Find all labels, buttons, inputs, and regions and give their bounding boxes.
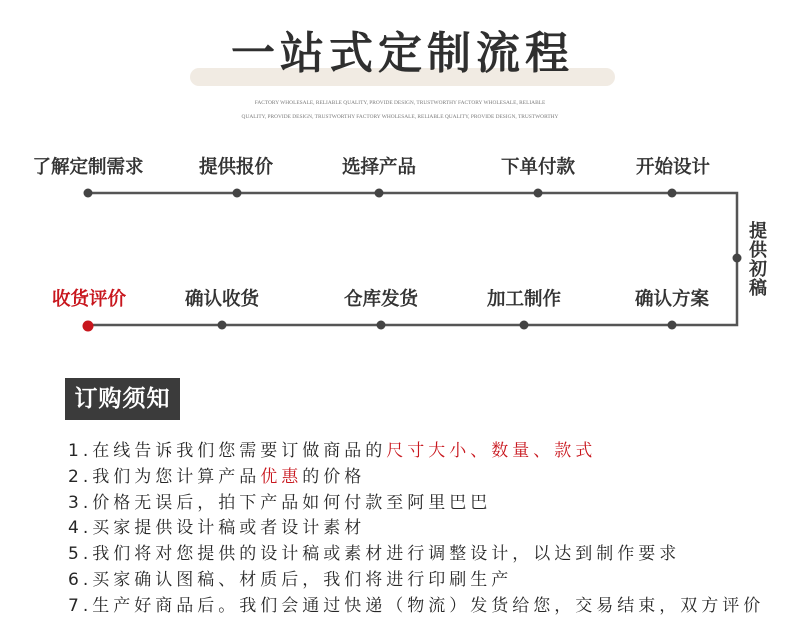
step-dot-3 [375,189,384,198]
process-step-label: 了解定制需求 [32,157,144,178]
notice-item [68,594,764,620]
notice-list [68,439,764,620]
step-dot-11-active [83,321,94,332]
process-step-label: 加工制作 [486,289,562,310]
notice-item [68,542,764,568]
notice-item-text-tail: 的价格 [302,466,366,487]
step-dot-1 [84,189,93,198]
notice-item-text: 5.我们将对您提供的设计稿或素材进行调整设计，以达到制作要求 [68,544,681,565]
notice-heading: 订购须知 [65,378,180,420]
step-dot-6 [733,254,742,263]
process-step-label: 提供报价 [198,157,274,178]
tagline-line-1: FACTORY WHOLESALE, RELIABLE QUALITY, PROVIDE DESIGN, TRUSTWORTHY FACTORY WHOLESALE, RELIABLE [254,99,546,105]
process-step-label: 确认收货 [184,289,260,310]
process-step-label: 下单付款 [500,157,576,178]
step-dot-4 [534,189,543,198]
process-step-label: 确认方案 [634,289,710,310]
process-step-label: 仓库发货 [343,289,419,310]
notice-item [68,439,764,465]
step-dot-8 [520,321,529,330]
process-step-label: 选择产品 [341,157,417,178]
step-dot-9 [377,321,386,330]
tagline-line-2: QUALITY, PROVIDE DESIGN, TRUSTWORTHY FACTORY WHOLESALE, RELIABLE QUALITY, PROVIDE DESIGN, TRUSTWORTHY [241,113,559,119]
notice-item [68,491,764,517]
process-side-step-label: 提供初稿 [746,221,767,297]
notice-item-text: 6.买家确认图稿、材质后，我们将进行印刷生产 [68,569,513,590]
notice-item-highlight: 尺寸大小、数量、款式 [386,441,597,461]
notice-item-text: 2.我们为您计算产品 [68,466,261,487]
notice-item [68,568,764,594]
step-dot-7 [668,321,677,330]
notice-item [68,516,764,542]
notice-item-text: 7.生产好商品后。我们会通过快递（物流）发货给您，交易结束，双方评价 [68,595,765,616]
notice-item-text: 1.在线告诉我们您需要订做商品的 [68,441,387,461]
step-dot-5 [668,189,677,198]
notice-item-text: 4.买家提供设计稿或者设计素材 [68,518,366,539]
step-dot-2 [233,189,242,198]
process-step-label-active: 收货评价 [51,289,127,310]
page-title: 一站式定制流程 [231,28,574,79]
notice-item [68,465,764,491]
notice-item-highlight: 优惠 [260,466,303,487]
notice-item-text: 3.价格无误后，拍下产品如何付款至阿里巴巴 [68,492,492,513]
step-dot-10 [218,321,227,330]
process-step-label: 开始设计 [635,157,711,178]
